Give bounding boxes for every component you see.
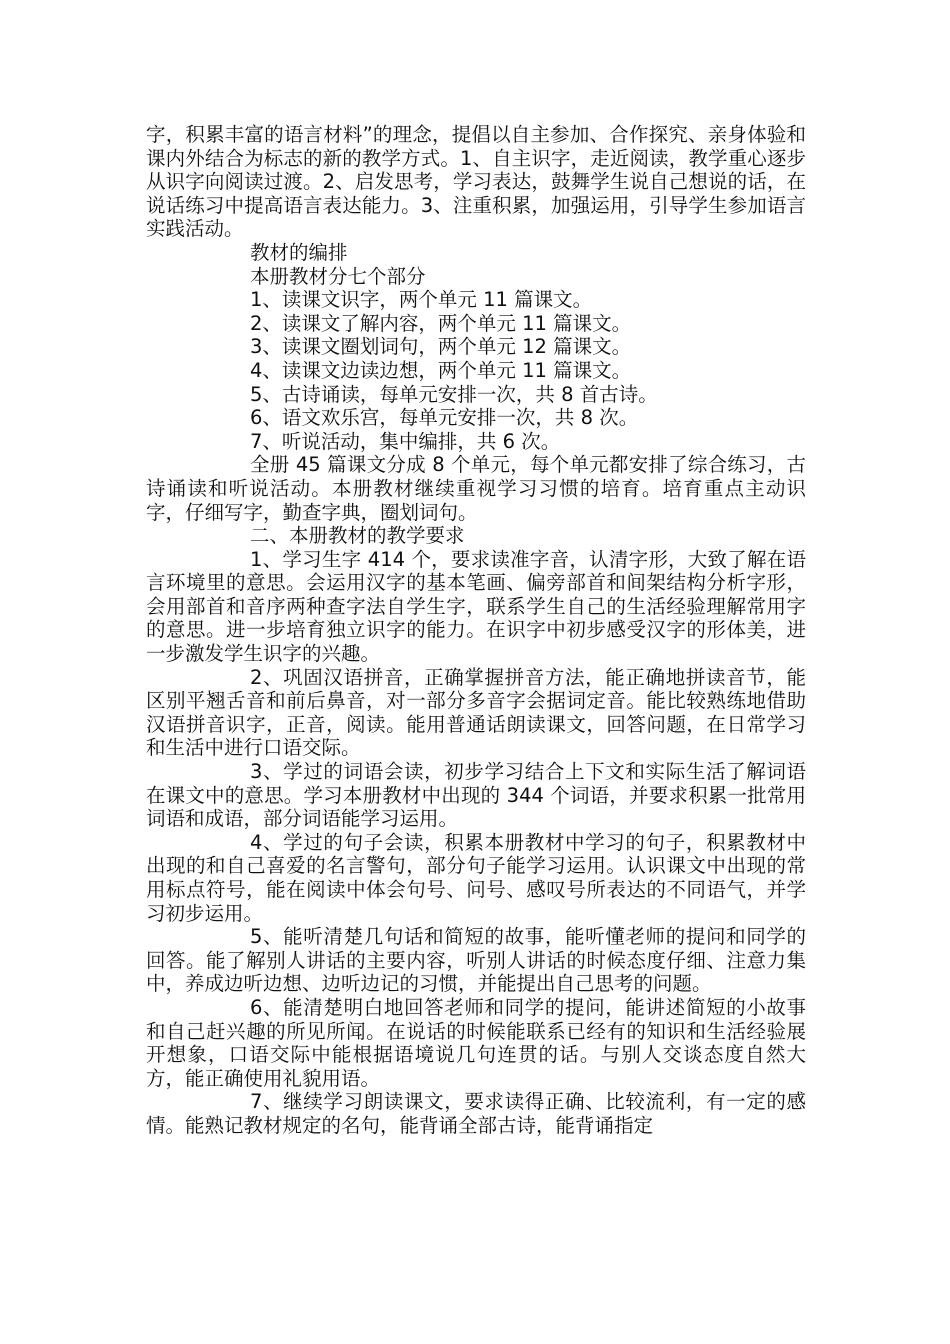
list-item: 7、听说活动，集中编排，共 6 次。 [250, 429, 561, 453]
requirement-paragraph: 1、学习生字 414 个，要求读准字音，认清字形，大致了解在语言环境里的意思。会运用汉字的基本笔画、偏旁部首和间架结构分析字形，会用部首和音序两种查字法自学生字，联系学生自己的生活经验理解常用字的意思。进一步培育独立识字的能力。在识字中初步感受汉字的形体美，进一步激发学生识字的兴趣。 [146, 547, 806, 666]
list-item: 1、读课文识字，两个单元 11 篇课文。 [250, 288, 593, 312]
list-item: 6、语文欢乐宫，每单元安排一次，共 8 次。 [250, 406, 639, 430]
list-intro: 本册教材分七个部分 [250, 264, 426, 288]
list-item: 5、古诗诵读，每单元安排一次，共 8 首古诗。 [250, 382, 658, 406]
paragraph-teaching-philosophy: 字，积累丰富的语言材料”的理念，提倡以自主参加、合作探究、亲身体验和课内外结合为标志的新的教学方式。1、自主识字，走近阅读，教学重心逐步从识字向阅读过渡。2、启发思考，学习表达，鼓舞学生说自己想说的话，在说话练习中提高语言表达能力。3、注重积累，加强运用，引导学生参加语言实践活动。 [146, 123, 806, 241]
requirement-paragraph: 7、继续学习朗读课文，要求读得正确、比较流利，有一定的感情。能熟记教材规定的名句，能背诵全部古诗，能背诵指定 [146, 1090, 806, 1137]
requirement-paragraph: 2、巩固汉语拼音，正确掌握拼音方法，能正确地拼读音节，能区别平翘舌音和前后鼻音，对一部分多音字会据词定音。能比较熟练地借助汉语拼音识字，正音，阅读。能用普通话朗读课文，回答问题，在日常学习和生活中进行口语交际。 [146, 665, 806, 760]
heading-textbook-arrangement: 教材的编排 [250, 240, 348, 264]
list-item: 3、读课文圈划词句，两个单元 12 篇课文。 [250, 335, 632, 359]
document-body [146, 123, 806, 1138]
requirement-paragraph: 4、学过的句子会读，积累本册教材中学习的句子，积累教材中出现的和自己喜爱的名言警句，部分句子能学习运用。认识课文中出现的常用标点符号，能在阅读中体会句号、问号、感叹号所表达的不同语气，并学习初步运用。 [146, 830, 806, 925]
requirement-paragraph: 6、能清楚明白地回答老师和同学的提问，能讲述简短的小故事和自己赶兴趣的所见所闻。在说话的时候能联系已经有的知识和生活经验展开想象，口语交际中能根据语境说几句连贯的话。与别人交谈态度自然大方，能正确使用礼貌用语。 [146, 995, 806, 1090]
requirement-paragraph: 5、能听清楚几句话和简短的故事，能听懂老师的提问和同学的回答。能了解别人讲话的主要内容，听别人讲话的时候态度仔细、注意力集中，养成边听边想、边听边记的习惯，并能提出自己思考的问题。 [146, 925, 806, 996]
heading-teaching-requirements: 二、本册教材的教学要求 [250, 524, 465, 548]
list-item: 2、读课文了解内容，两个单元 11 篇课文。 [250, 311, 632, 335]
list-item: 4、读课文边读边想，两个单元 11 篇课文。 [250, 358, 632, 382]
requirement-paragraph: 3、学过的词语会读，初步学习结合上下文和实际生活了解词语在课文中的意思。学习本册教材中出现的 344 个词语，并要求积累一批常用词语和成语，部分词语能学习运用。 [146, 760, 806, 831]
paragraph-summary: 全册 45 篇课文分成 8 个单元，每个单元都安排了综合练习，古诗诵读和听说活动。本册教材继续重视学习习惯的培育。培育重点主动识字，仔细写字，勤查字典，圈划词句。 [146, 453, 806, 524]
